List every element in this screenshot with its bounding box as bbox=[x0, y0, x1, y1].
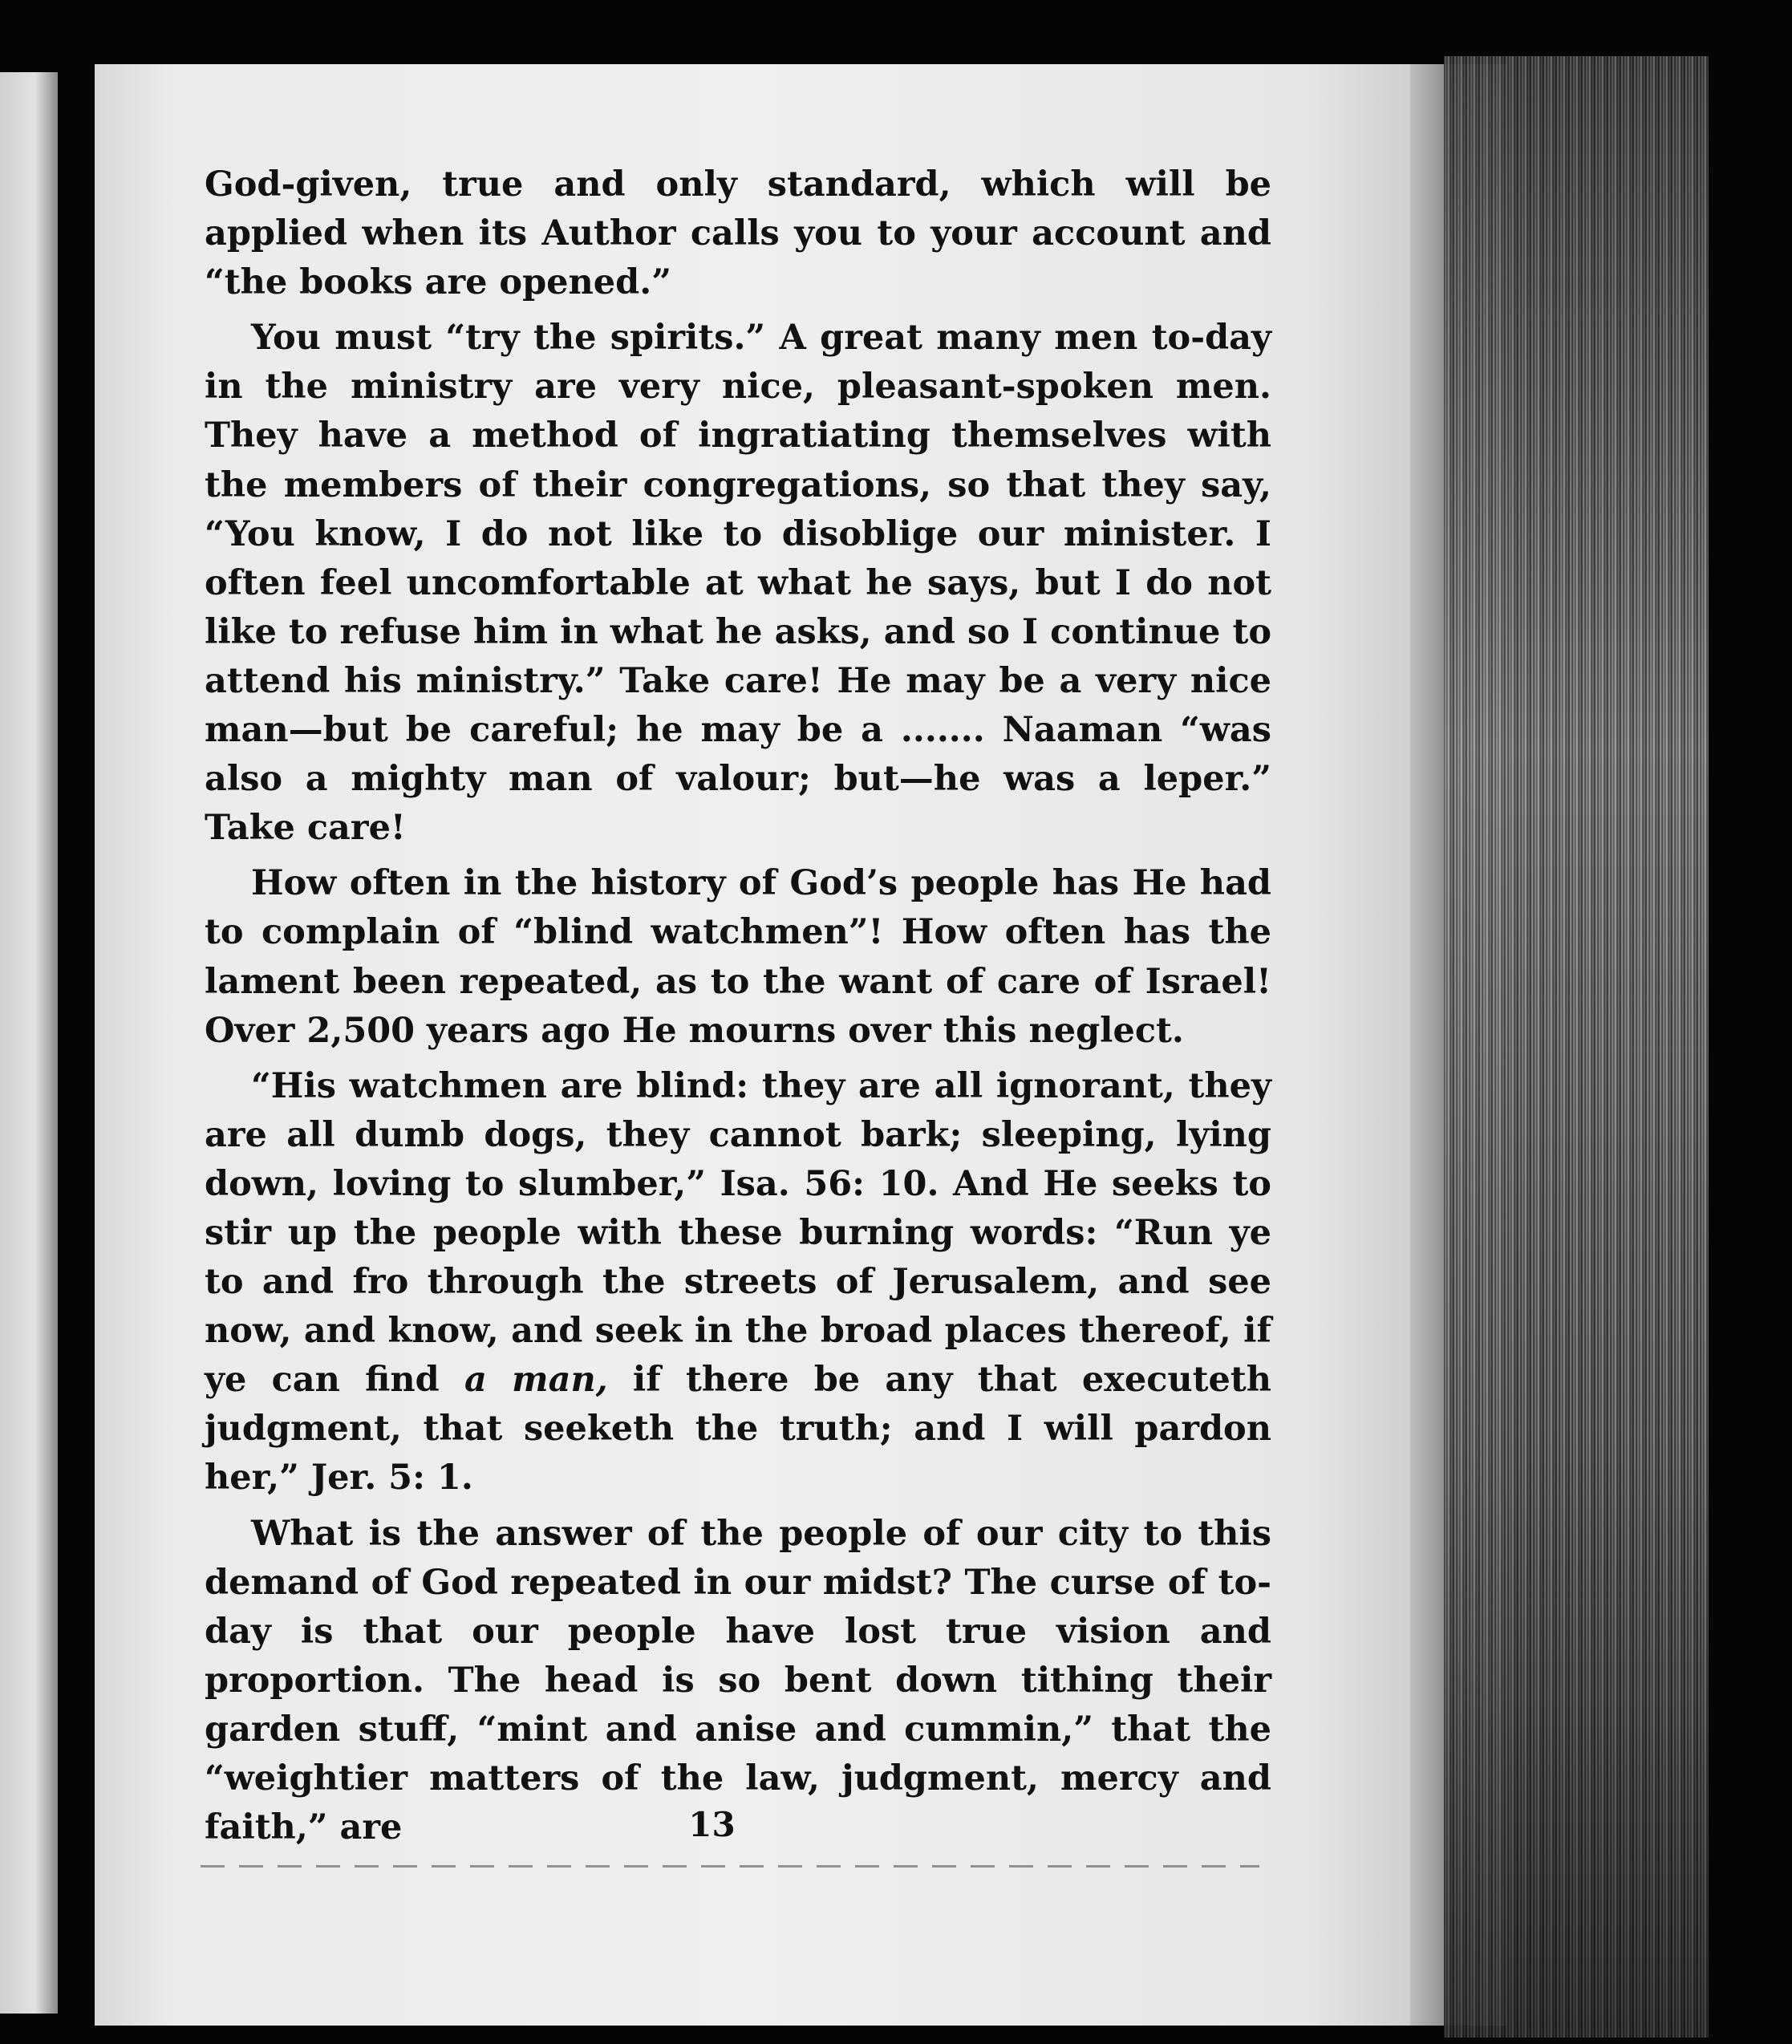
italic-text: a man, bbox=[464, 1360, 608, 1401]
facing-page-edge bbox=[0, 72, 58, 2014]
text-run: You must “try the spirits.” A great many men to-day in the ministry are very nice, pleasant-spoken men. They have a method of ingratiating themselves with the members of their congregations, so that they say, “You know, I do not like to disoblige our minister. I often feel uncomfortable at what he says, but I do not like to refuse him in what he asks, and so I continue to attend his ministry.” Take care! He may be a very nice man—but be careful; he may be a ....... Naaman “was also a mighty man of valour; but—he was a leper.” Take care! bbox=[205, 318, 1271, 849]
page-block-edges bbox=[1444, 56, 1709, 2038]
text-run: “His watchmen are blind: they are all ignorant, they are all dumb dogs, they cannot bark; sleeping, lying down, loving to slumber,” Isa. 56: 10. And He seeks to stir up the people with these burning words: “Run ye to and fro through the streets of Jerusalem, and see now, and know, and seek in the broad places thereof, if ye can find bbox=[205, 1065, 1271, 1401]
paragraph bbox=[205, 160, 1271, 307]
text-run: How often in the history of God’s people has He had to complain of “blind watchmen”! How often has the lament been repeated, as to the want of care of Israel! Over 2,500 years ago He mourns over this neglect. bbox=[205, 863, 1271, 1051]
text-run: God-given, true and only standard, which will be applied when its Author calls you to your account and “the books are opened.” bbox=[205, 164, 1271, 303]
paragraph bbox=[205, 859, 1271, 1055]
paragraph bbox=[205, 1062, 1271, 1503]
text-run: What is the answer of the people of our city to this demand of God repeated in our midst? The curse of to-day is that our people have lost true vision and proportion. The head is so bent down tithing their garden stuff, “mint and anise and cummin,” that the “weightier matters of the law, judgment, mercy and faith,” are bbox=[205, 1513, 1271, 1848]
footer-divider bbox=[201, 1865, 1259, 1868]
body-text bbox=[205, 160, 1271, 1852]
paragraph bbox=[205, 314, 1271, 853]
paragraph bbox=[205, 1510, 1271, 1853]
page-number: 13 bbox=[688, 1805, 736, 1844]
text-run: if there be any that executeth judgment, that seeketh the truth; and I will pardon her,” Jer. 5: 1. bbox=[205, 1360, 1271, 1499]
